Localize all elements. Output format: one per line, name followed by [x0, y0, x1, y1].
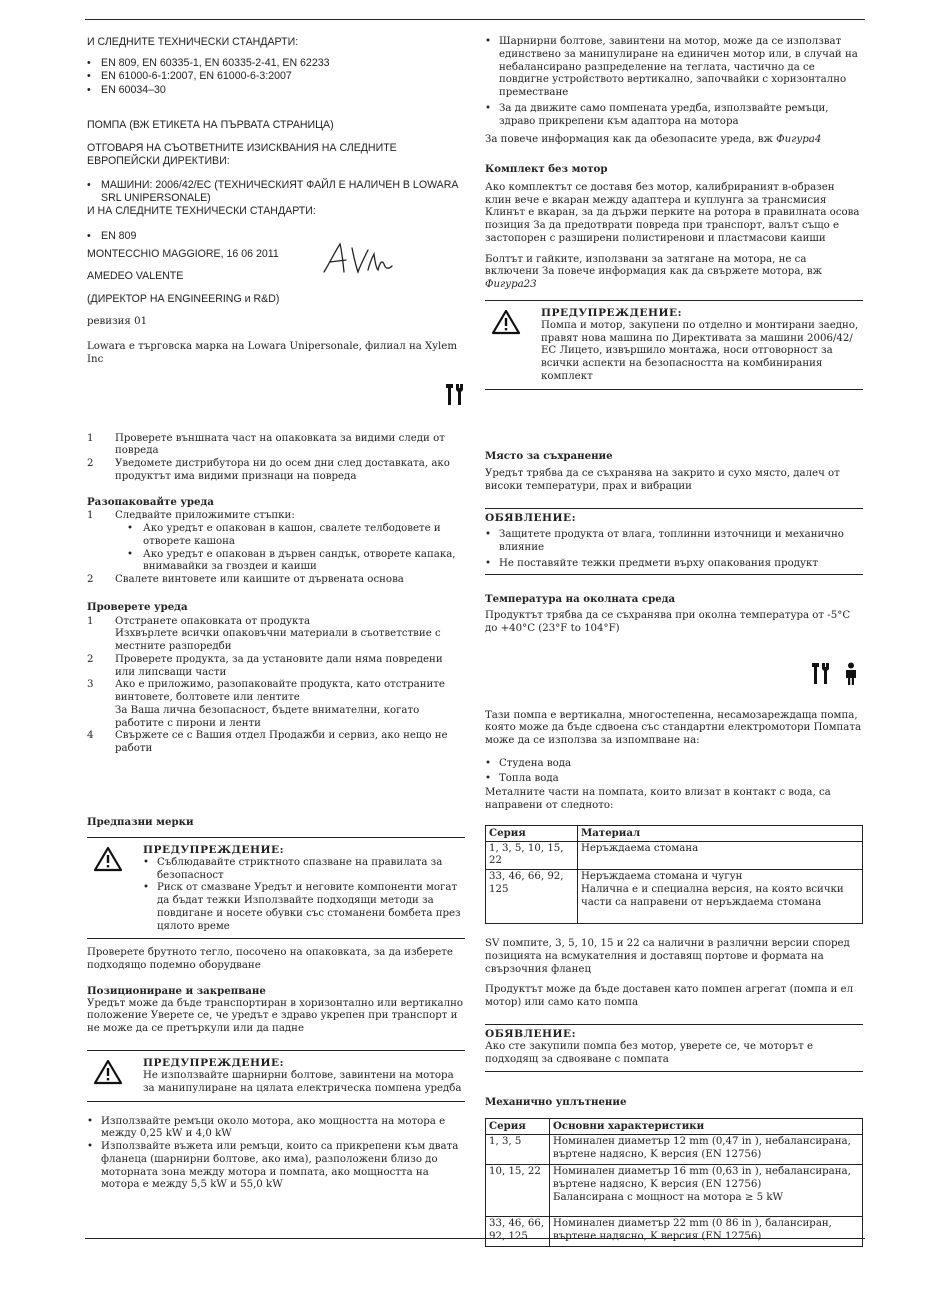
unpack-steps [87, 510, 465, 587]
table-row [486, 1135, 863, 1165]
notice-title: ОБЯВЛЕНИЕ: [485, 508, 863, 525]
table-cell: 33, 46, 66, 92, 125 [486, 1217, 550, 1247]
place-date: MONTECCHIO MAGGIORE, 16 06 2011 [87, 247, 279, 260]
kit-heading: Комплект без мотор [485, 163, 608, 175]
warning-triangle-icon [93, 846, 123, 872]
signer-role: (ДИРЕКТОР НА ENGINEERING и R&D) [87, 293, 280, 306]
top-rule [85, 19, 865, 20]
standards-list [87, 57, 465, 97]
table-cell: Неръждаема стомана [578, 841, 863, 870]
list-item: 1 Следвайте приложимите стъпки: • Ако уредът е опакован в кашон, свалете телбодовете и отворете кашона • Ако уредът е опакован в дървен сандък, отворете капака, внимавайки за гвоздеи и каиши [87, 510, 465, 574]
list-item: • Ако уредът е опакован в дървен сандък, отворете капака, внимавайки за гвоздеи и каиши [127, 549, 465, 575]
positioning-heading: Позициониране и закрепване [87, 984, 266, 997]
signature [322, 240, 394, 276]
list-item: • Топла вода [485, 773, 863, 786]
wrench-screwdriver-icon [811, 662, 831, 686]
bolts-text: Болтът и гайките, използвани за затягане на мотора, не са включени За повече информация как да свържете мотора, вж Фигура23 [485, 253, 822, 290]
standards2-list [87, 230, 465, 243]
table-row [486, 870, 863, 924]
table-header-row [486, 1119, 863, 1135]
table-header: Основни характеристики [550, 1119, 863, 1135]
supply-text: Продуктът може да бъде доставен като помпен агрегат (помпа и ел мотор) или само като помпа [485, 984, 854, 1009]
kit-text: Ако комплектът се доставя без мотор, калибрираният в-образен клин вече е вкаран между адаптера и куплунга за трансмисия Клинът е вкаран, за да държи перките на ротора в правилната осова позиция За да предотврати повреда при транспорт, валът също е застопорен с разширени полистиренови и пластмасови каиши [485, 181, 860, 244]
warning-text: Не използвайте шарнирни болтове, завинтени на мотора за манипулиране на цялата електрическа помпена уредба [143, 1070, 462, 1094]
trademark: Lowara е търговска марка на Lowara Unipersonale, филиал на Xylem Inc [87, 341, 457, 365]
warning-title: ПРЕДУПРЕЖДЕНИЕ: [143, 1056, 285, 1069]
table-row [486, 1217, 863, 1247]
table-header: Материал [578, 825, 863, 841]
table-cell: Неръждаема стомана и чугун Налична е и специална версия, на която всички части са направени от неръждаема стомана [578, 870, 863, 924]
right-column [485, 36, 863, 1247]
notice-title: ОБЯВЛЕНИЕ: [485, 1024, 863, 1041]
warning-box [485, 300, 863, 390]
unpack-heading: Разопаковайте уреда [87, 495, 214, 508]
warning-box [87, 837, 465, 940]
secure-more-text: За повече информация как да обезопасите уреда, вж Фигура4 [485, 134, 822, 146]
ambient-heading: Температура на околната среда [485, 593, 676, 606]
list-item: • Студена вода [485, 758, 863, 771]
table-header: Серия [486, 1119, 550, 1135]
list-item: 2 Проверете продукта, за да установите дали няма повредени или липсващи части [87, 653, 443, 678]
compliance-text: ОТГОВАРЯ НА СЪОТВЕТНИТЕ ИЗИСКВАНИЯ НА СЛЕДНИТЕ ЕВРОПЕЙСКИ ДИРЕКТИВИ: [87, 142, 397, 168]
figure-reference: Фигура23 [485, 279, 537, 290]
warning-box [87, 1050, 465, 1102]
notice-list [485, 529, 863, 575]
signer-name: AMEDEO VALENTE [87, 269, 184, 282]
list-item: • Използвайте ремъци около мотора, ако мощността на мотора е между 0,25 kW и 4,0 kW [87, 1116, 465, 1142]
person-icon [839, 662, 863, 686]
list-item: • Ако уредът е опакован в кашон, свалете телбодовете и отворете кашона [127, 523, 465, 549]
list-item: • МАШИНИ: 2006/42/EC (ТЕХНИЧЕСКИЯТ ФАЙЛ Е НАЛИЧЕН В LOWARA SRL UNIPERSONALE) [87, 179, 465, 205]
table-cell: Номинален диаметър 22 mm (0 86 in ), балансиран, въртене надясно, K версия (EN 12756) [550, 1217, 863, 1247]
table-cell: 10, 15, 22 [486, 1165, 550, 1217]
list-item: 4 Свържете се с Вашия отдел Продажби и сервиз, ако нещо не работи [87, 730, 448, 755]
table-row [486, 841, 863, 870]
directive-list [87, 179, 465, 205]
warning-title: ПРЕДУПРЕЖДЕНИЕ: [541, 306, 683, 319]
tools-icons [87, 383, 465, 407]
list-item: • EN 60034–30 [87, 84, 465, 97]
list-item: • Не поставяйте тежки предмети върху опакования продукт [485, 558, 863, 571]
list-item: • EN 61000-6-1:2007, EN 61000-6-3:2007 [87, 70, 465, 83]
figure-reference: Фигура4 [776, 134, 822, 146]
ambient-text: Продуктът трябва да се съхранява при околна температура от -5°C до +40°C (23°F to 104°F) [485, 610, 851, 634]
wrench-screwdriver-icon [445, 383, 465, 407]
list-item: • Защитете продукта от влага, топлинни източници и механично влияние [485, 529, 863, 555]
list-item: • Риск от смазване Уредът и неговите компоненти могат да бъдат тежки Използвайте подходящи методи за повдигане и носете обувки със стоманени бомбета през цялото време [143, 882, 465, 933]
lifting-list [87, 1116, 465, 1193]
list-item: • За да движите само помпената уредба, използвайте ремъци, здраво прикрепени към адаптора на мотора [485, 103, 863, 129]
warning-title: ПРЕДУПРЕЖДЕНИЕ: [143, 843, 285, 856]
list-item: 1 Проверете външната част на опаковката за видими следи от повреда [87, 432, 445, 457]
list-item: 2 Уведомете дистрибутора ни до осем дни след доставката, ако продуктът има видими признаци на повреда [87, 458, 450, 482]
pump-uses-list [485, 758, 863, 786]
table-header-row [486, 825, 863, 841]
list-item: 1 Отстранете опаковката от продукта Изхвърлете всички опаковъчни материали в съответствие с местните разпоредби [87, 615, 441, 653]
storage-heading: Място за съхранение [485, 449, 613, 462]
left-column [87, 36, 465, 1192]
table-cell: Номинален диаметър 12 mm (0,47 in ), небалансирана, въртене надясно, K версия (EN 12756) [550, 1135, 863, 1165]
list-item: • Съблюдавайте стриктното спазване на правилата за безопасност [143, 857, 465, 883]
gross-weight-text: Проверете брутното тегло, посочено на опаковката, за да изберете подходящо подемно оборудване [87, 947, 453, 972]
warning-list [143, 857, 465, 934]
pump-description: Тази помпа е вертикална, многостепенна, несамозареждаща помпа, която може да бъде сдвоена със стандартни електромотори Помпата може да се използва за изпомпване на: [485, 709, 862, 747]
table-header: Серия [486, 825, 578, 841]
seal-table [485, 1118, 863, 1247]
standards2-heading: И НА СЛЕДНИТЕ ТЕХНИЧЕСКИ СТАНДАРТИ: [87, 205, 316, 218]
tools-person-icons [485, 662, 863, 686]
list-item: 3 Ако е приложимо, разопаковайте продукта, като отстраните винтовете, болтовете или лентите За Ваша лична безопасност, бъдете внимателни, когато работите с пирони и ленти [87, 679, 445, 729]
standards-heading: И СЛЕДНИТЕ ТЕХНИЧЕСКИ СТАНДАРТИ: [87, 36, 299, 48]
list-item: • Използвайте въжета или ремъци, които са прикрепени към двата фланеца (шарнирни болтове, ако има), разположени близо до моторната зона между мотора и помпата, ако мощността на мотора е между 5,5 kW и 55,0 kW [87, 1141, 465, 1192]
precautions-heading: Предпазни мерки [87, 815, 194, 828]
warning-triangle-icon [491, 309, 521, 335]
notice-text: Ако сте закупили помпа без мотор, уверете се, че моторът е подходящ за сдвояване с помпата [485, 1041, 863, 1072]
check-heading: Проверете уреда [87, 600, 188, 613]
table-row [486, 1165, 863, 1217]
pump-label: ПОМПА (ВЖ ЕТИКЕТА НА ПЪРВАТА СТРАНИЦА) [87, 118, 334, 131]
list-item: 2 Свалете винтовете или каишите от дървената основа [87, 574, 404, 586]
table-cell: 33, 46, 66, 92, 125 [486, 870, 578, 924]
revision: ревизия 01 [87, 316, 148, 328]
list-item: • EN 809 [87, 230, 465, 243]
sv-text: SV помпите, 3, 5, 10, 15 и 22 са налични в различни версии според позицията на всмукателния и доставящ портове и формата на свързочния фланец [485, 938, 850, 975]
warning-triangle-icon [93, 1059, 123, 1085]
positioning-text: Уредът може да бъде транспортиран в хоризонтално или вертикално положение Уверете се, че уредът е здраво укрепен при транспорт и не може да се претъркули или да падне [87, 997, 464, 1035]
table-cell: 1, 3, 5 [486, 1135, 550, 1165]
delivery-steps [87, 433, 465, 484]
table-cell: 1, 3, 5, 10, 15, 22 [486, 841, 578, 870]
lifting-list-continued [485, 36, 863, 128]
warning-text: Помпа и мотор, закупени по отделно и монтирани заедно, правят нова машина по Директивата за машини 2006/42/ЕС Лицето, извършило монтажа, носи отговорност за всички аспекти на безопасността на комбинирания комплект [541, 319, 859, 382]
material-table [485, 825, 863, 924]
check-steps [87, 616, 465, 756]
list-item: • EN 809, EN 60335-1, EN 60335-2-41, EN 62233 [87, 57, 465, 70]
table-cell: Номинален диаметър 16 mm (0,63 in ), небалансирана, въртене надясно, K версия (EN 12756) Балансирана с мощност на мотора ≥ 5 kW [550, 1165, 863, 1217]
metal-parts-text: Металните части на помпата, които влизат в контакт с вода, са направени от следното: [485, 787, 831, 812]
list-item: • Шарнирни болтове, завинтени на мотор, може да се използват единствено за манипулиране на единичен мотор или, в случай на небалансирано разпределение на теглата, частично да се повдигне устройството вертикално, започвайки с хоризонтално преместване [485, 36, 863, 100]
seal-heading: Механично уплътнение [485, 1095, 627, 1108]
storage-text: Уредът трябва да се съхранява на закрито и сухо място, далеч от високи температури, прах и вибрации [485, 468, 840, 493]
